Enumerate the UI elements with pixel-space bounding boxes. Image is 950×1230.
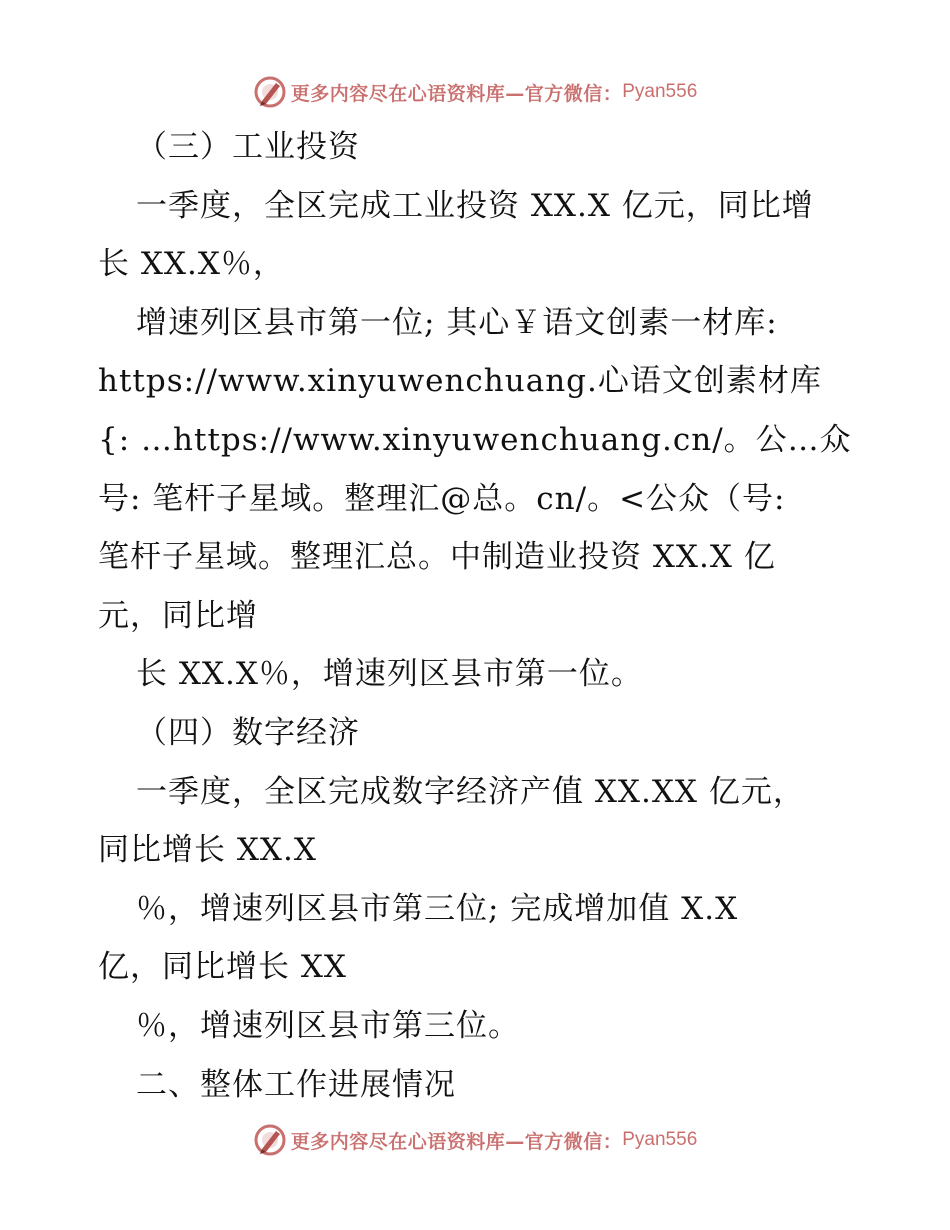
text-line: 同比增长 XX.X [98,832,317,869]
banner-wechat-id: Pyan556 [622,81,698,102]
text-line: （三）工业投资 [136,129,360,165]
text-line: 一季度，全区完成数字经济产值 XX.XX 亿元， [136,773,805,810]
header-watermark-banner [0,70,950,114]
text-line: ％，增速列区县市第三位。 [136,1007,520,1044]
text-line: 长 XX.X％，增速列区县市第一位。 [136,656,643,693]
banner-text: 更多内容尽在心语资料库—官方微信： [290,82,623,105]
banner-text: 更多内容尽在心语资料库—官方微信： [290,1130,623,1153]
banner-wechat-id: Pyan556 [622,1129,698,1150]
document-body [98,118,858,1114]
text-line: 一季度，全区完成工业投资 XX.X 亿元，同比增 [136,187,814,224]
text-line: {: …https://www.xinyuwenchuang.cn/。公…众 [98,421,852,458]
text-line: 长 XX.X％， [98,246,285,283]
text-line: 笔杆子星域。整理汇总。中制造业投资 XX.X 亿 [98,539,776,576]
text-line: ％，增速列区县市第三位; 完成增加值 X.X [136,890,739,927]
text-line: 号: 笔杆子星域。整理汇@总。cn/。<公众（号: [98,480,786,517]
pen-logo-icon [253,1123,287,1157]
text-line: 亿，同比增长 XX [98,949,347,986]
pen-logo-icon [253,75,287,109]
footer-watermark-banner [0,1118,950,1162]
text-line: 增速列区县市第一位; 其心￥语文创素一材库: [136,304,778,341]
text-line: （四）数字经济 [136,714,360,751]
text-line: 元，同比增 [98,597,258,634]
text-line: https://www.xinyuwenchuang.心语文创素材库 [98,363,822,400]
text-line: 二、整体工作进展情况 [136,1066,456,1103]
